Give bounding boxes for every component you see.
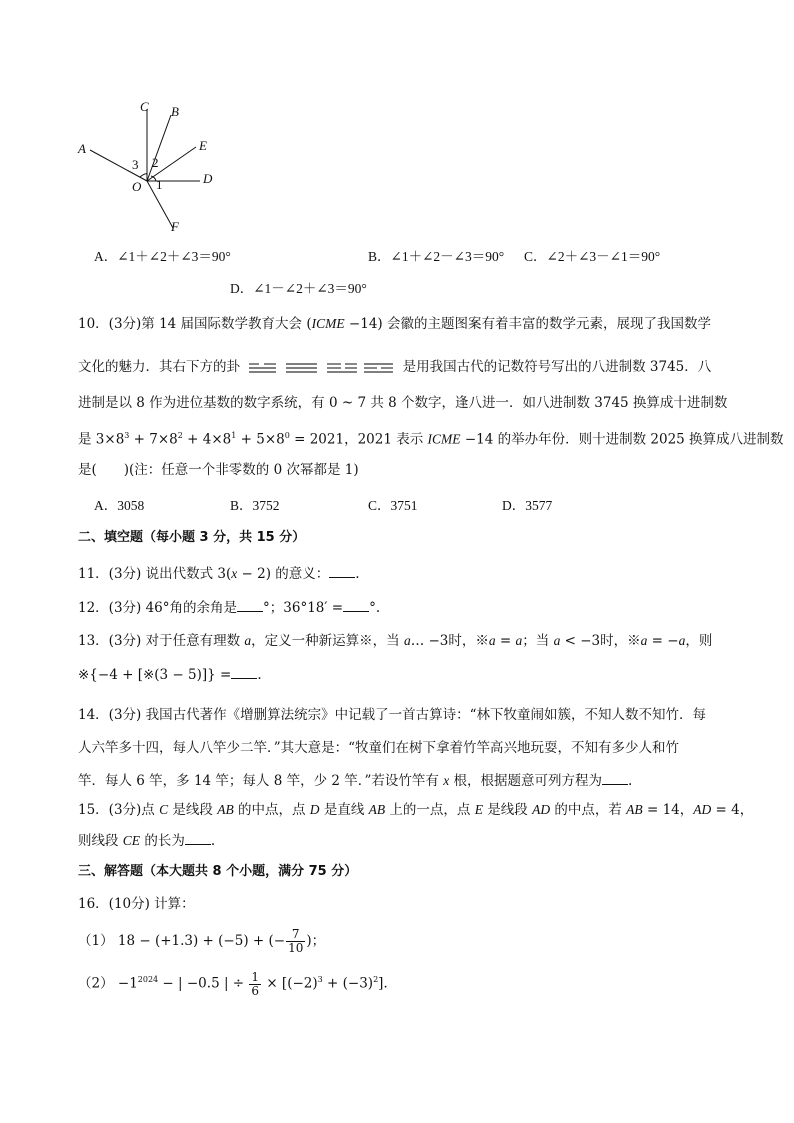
label-F: F xyxy=(171,219,179,234)
label-O: O xyxy=(132,179,142,194)
q10-line-2: 文化的魅力．其右下方的卦 是用我国古代的记数符号写出的八进制数 3745．八 xyxy=(78,359,712,375)
q10-line-5: 是( )(注：任意一个非零数的 0 次幂都是 1) xyxy=(78,462,359,478)
q10-option-d: D．3577 xyxy=(502,498,553,513)
label-E: E xyxy=(199,138,207,153)
q15-line-2: 则线段 CE 的长为 . xyxy=(78,833,216,849)
q14-line-3: 竿．每人 6 竿，多 14 竿；每人 8 竿，少 2 竿．”若设竹竿有 x 根，根据题意可列方程为 . xyxy=(78,773,633,789)
section-2-heading: 二、填空题（每小题 3 分，共 15 分） xyxy=(78,530,306,545)
label-A: A xyxy=(78,141,86,156)
q10-option-b: B．3752 xyxy=(230,498,280,513)
section-3-heading: 三、解答题（本大题共 8 个小题，满分 75 分） xyxy=(78,864,358,879)
gua-symbols-icon xyxy=(247,361,395,375)
label-angle-2: 2 xyxy=(152,155,159,170)
q10-line-4: 是 $3\times 8^3 + 7\times 8^2 + 4\times 8^1 + 5\times 8^0 = 2021$，2021 表示 ICME −14 的举办年份．则十进制数 2025 换算成八进制数 xyxy=(78,431,784,448)
answer-blank[interactable] xyxy=(237,599,263,612)
label-D: D xyxy=(203,171,213,186)
fraction: $\frac{1}{6}$ xyxy=(251,969,260,998)
angle-figure xyxy=(70,95,230,235)
answer-blank[interactable] xyxy=(185,832,211,845)
q12: 12．(3分) 46°角的余角是 °；36°18′ = °. xyxy=(78,600,381,616)
q10-option-c: C．3751 xyxy=(368,498,418,513)
q16-title: 16．(10分) 计算： xyxy=(78,896,195,912)
q9-option-b: B．∠1＋∠2－∠3＝90° xyxy=(368,249,505,264)
ray-OB xyxy=(147,115,171,181)
q16-part-2: $(2) -1^{2024}$ − | −0.5 | ÷ $\frac{1}{6}$ × $[(-2)^3 + (-3)^2]$． xyxy=(78,969,397,998)
q9-option-c: C．∠2＋∠3－∠1＝90° xyxy=(524,249,661,264)
q11: 11．(3分) 说出代数式 3(x − 2) 的意义： . xyxy=(78,566,360,582)
fraction: $\frac{7}{10}$ xyxy=(288,927,304,955)
answer-blank[interactable] xyxy=(231,666,257,679)
q16-part-1: （1） 18 − (+1.3) + (−5) + (− $\frac{7}{10}$ )； xyxy=(78,927,326,955)
answer-blank[interactable] xyxy=(329,565,355,578)
q14-line-1: 14．(3分) 我国古代著作《增删算法统宗》中记载了一首古算诗：“林下牧童闹如簇，不知人数不知竹．每 xyxy=(78,707,706,723)
answer-blank[interactable] xyxy=(343,599,369,612)
q15-line-1: 15．(3分)点 C 是线段 AB 的中点，点 D 是直线 AB 上的一点，点 E 是线段 AD 的中点，若 AB = 14，AD = 4， xyxy=(78,802,754,818)
q10-line-3: 进制是以 8 作为进位基数的数字系统，有 0 ~ 7 共 8 个数字，逢八进一．如八进制数 3745 换算成十进制数 xyxy=(78,395,728,411)
q10-option-a: A．3058 xyxy=(94,498,145,513)
q13-line-1: 13．(3分) 对于任意有理数 a，定义一种新运算※，当 a… −3时，※a = a；当 a < −3时，※a = −a，则 xyxy=(78,633,713,649)
q9-option-a: A．∠1＋∠2＋∠3＝90° xyxy=(94,249,231,264)
q13-line-2: ※{−4 + [※(3 − 5)]} = . xyxy=(78,667,262,683)
answer-blank[interactable] xyxy=(602,772,628,785)
label-C: C xyxy=(140,99,149,114)
label-B: B xyxy=(171,104,179,119)
q9-option-d: D．∠1－∠2＋∠3＝90° xyxy=(230,281,367,296)
label-angle-1: 1 xyxy=(156,177,163,192)
label-angle-3: 3 xyxy=(132,157,139,172)
q10-line-1: 10．(3分)第 14 届国际数学教育大会 (ICME −14) 会徽的主题图案有着丰富的数学元素，展现了我国数学 xyxy=(78,316,711,332)
q14-line-2: 人六竿多十四，每人八竿少二竿．”其大意是：“牧童们在树下拿着竹竿高兴地玩耍，不知有多少人和竹 xyxy=(78,740,680,756)
